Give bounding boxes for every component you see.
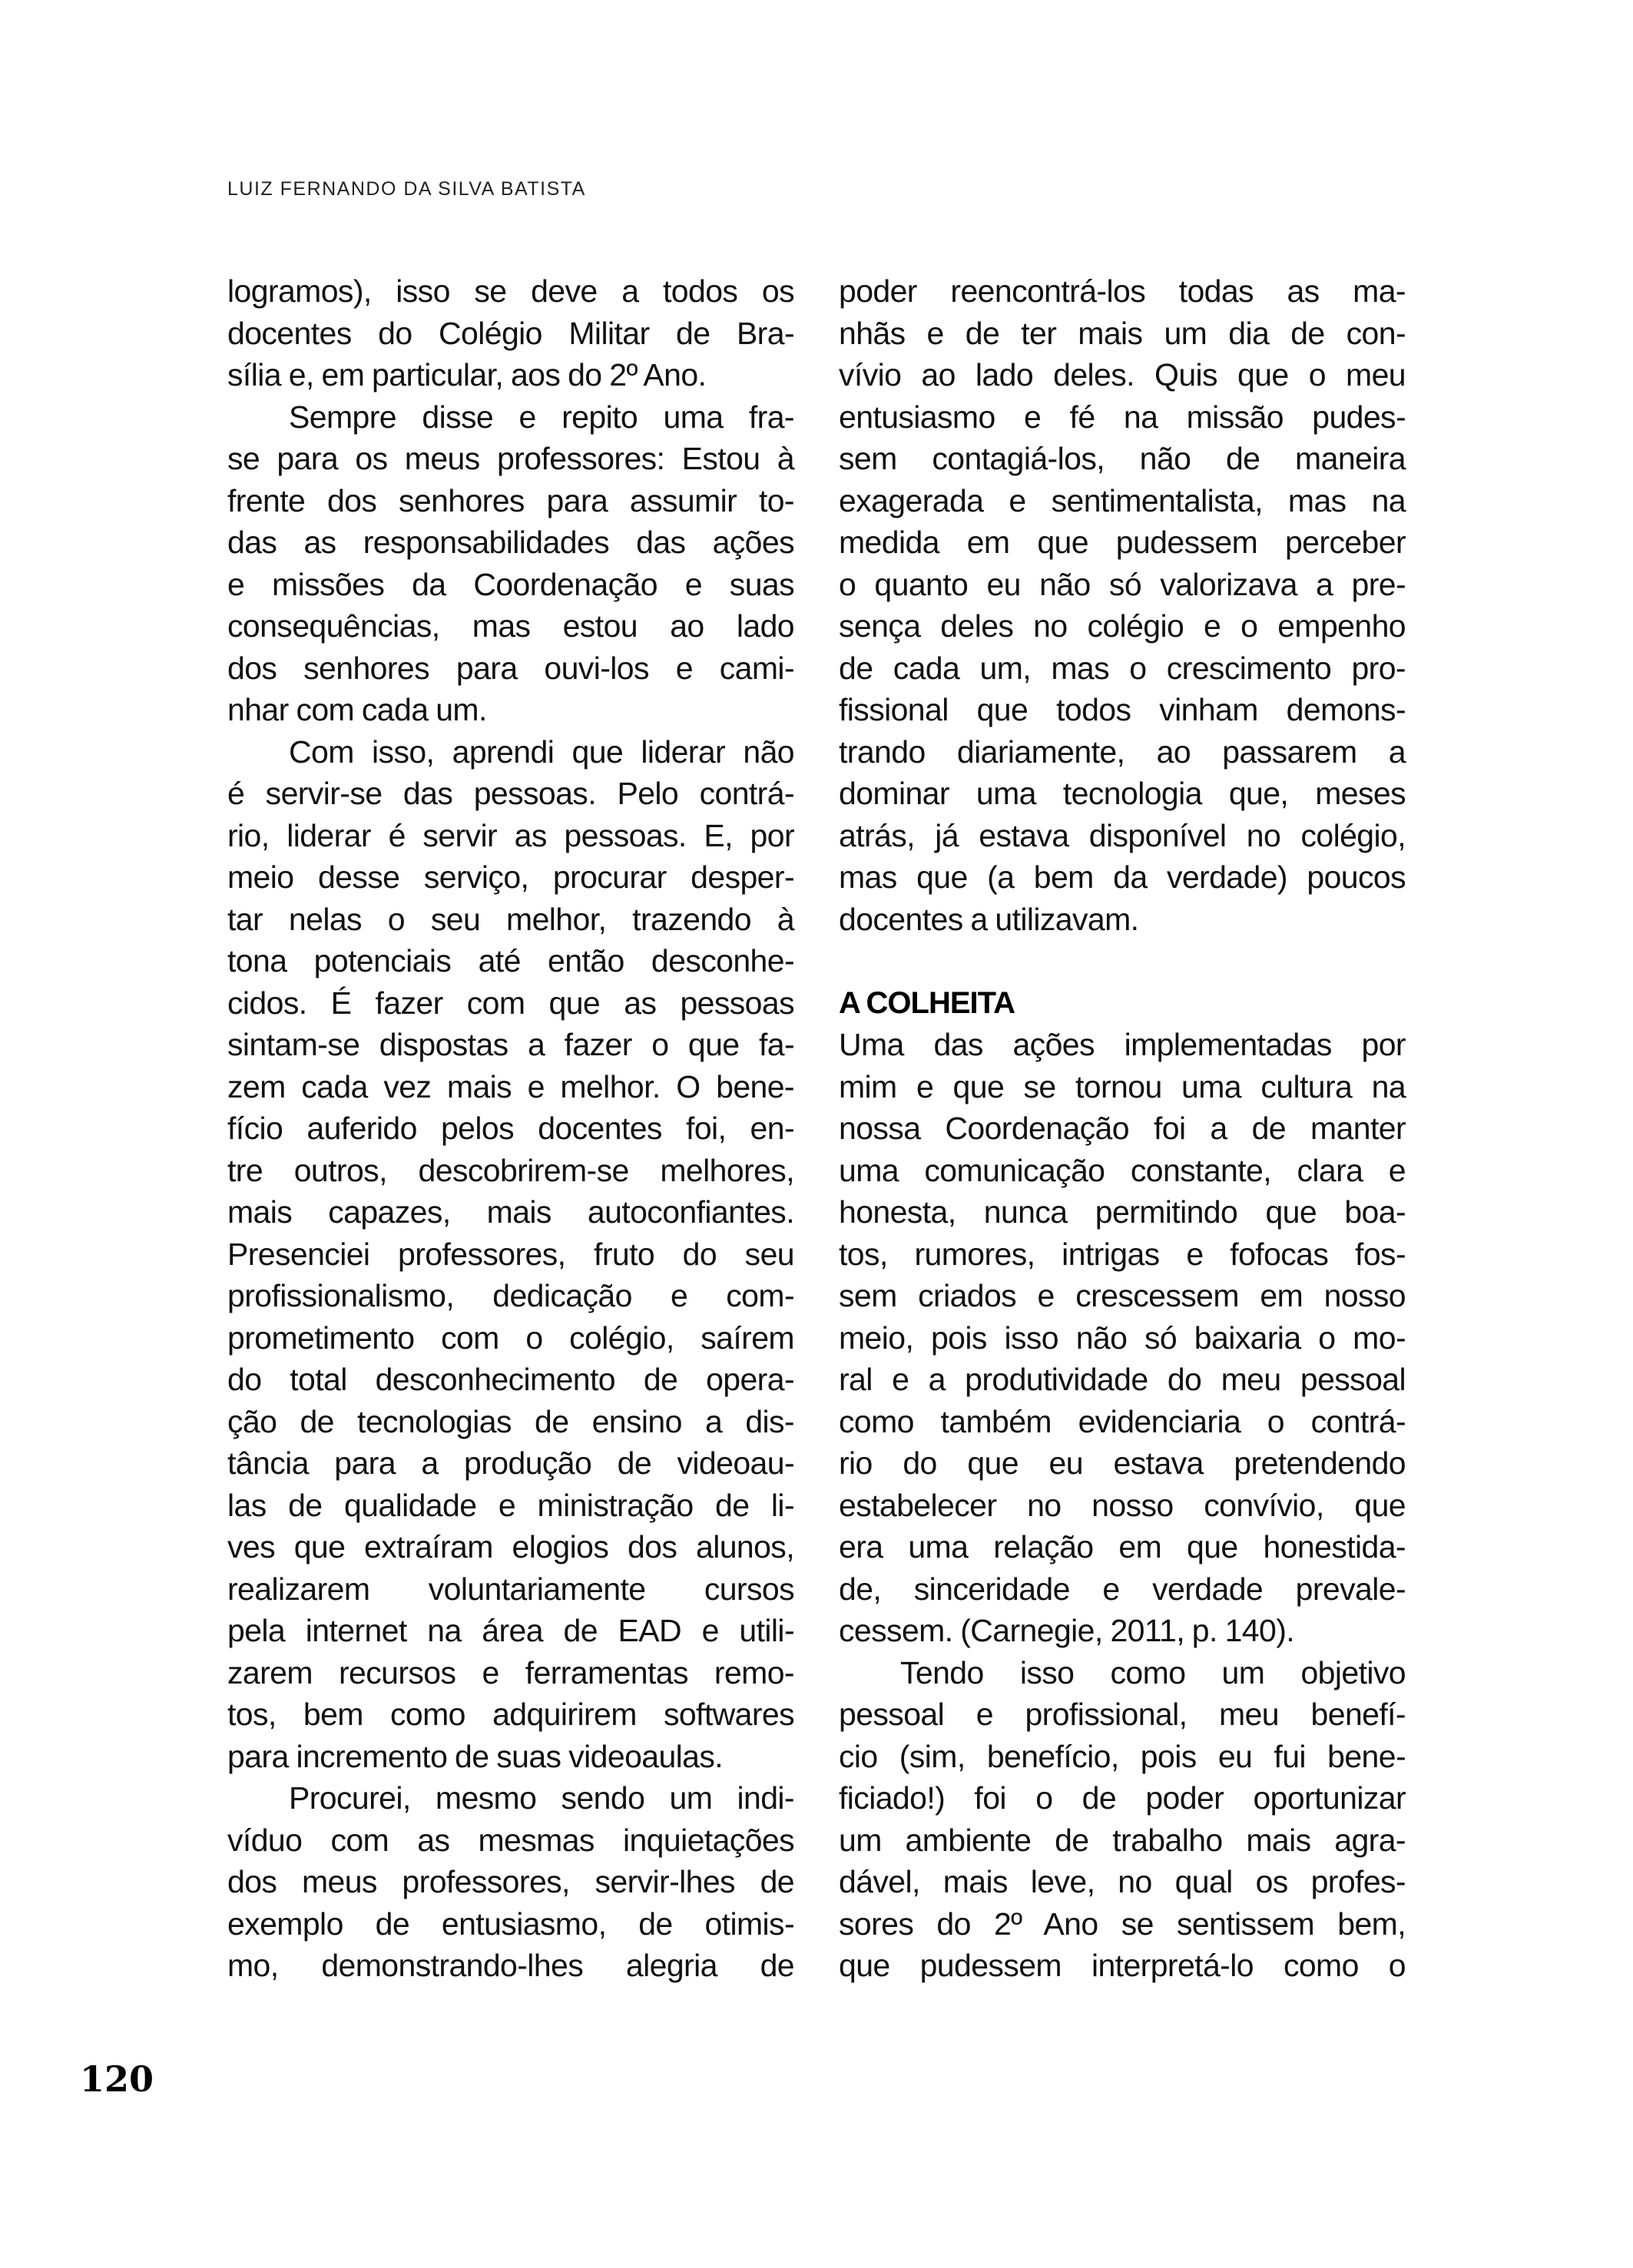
text-line: tona potenciais até então desconhe- [227,943,794,978]
text-line: ção de tecnologias de ensino a dis- [227,1403,794,1439]
text-line: fício auferido pelos docentes foi, en- [227,1111,794,1146]
paragraph-start-line: Tendo isso como um objetivo [900,1654,1406,1690]
text-line: cidos. É fazer com que as pessoas [227,985,794,1021]
text-line: atrás, já estava disponível no colégio, [839,817,1406,853]
text-line: tos, rumores, intrigas e fofocas fos- [839,1236,1406,1272]
right-text-column [839,270,1406,1987]
text-line: uma comunicação constante, clara e [839,1152,1406,1188]
citation-line: cessem. (Carnegie, 2011, p. 140). [839,1613,1295,1648]
text-line: do total desconhecimento de opera- [227,1362,794,1397]
paragraph-start-line: Com isso, aprendi que liderar não [289,733,794,770]
text-line: meio, pois isso não só baixaria o mo- [839,1319,1406,1356]
paragraph-start-line: Procurei, mesmo sendo um indi- [289,1780,794,1816]
running-header-author: LUIZ FERNANDO DA SILVA BATISTA [227,178,586,200]
text-line: é servir-se das pessoas. Pelo contrá- [227,776,794,811]
text-line: nhãs e de ter mais um dia de con- [839,315,1406,351]
text-line: Uma das ações implementadas por [839,1027,1406,1062]
text-line: nhar com cada um. [227,692,487,727]
text-line: dos meus professores, servir-lhes de [227,1864,794,1899]
text-line: sem criados e crescessem em nosso [839,1278,1406,1313]
text-line: sem contagiá-los, não de maneira [839,441,1406,476]
text-line: víduo com as mesmas inquietações [227,1822,794,1858]
text-line: logramos), isso se deve a todos os [227,273,794,309]
text-line: exemplo de entusiasmo, de otimis- [227,1905,794,1942]
text-line: consequências, mas estou ao lado [227,608,794,644]
text-line: para incremento de suas videoaulas. [227,1738,724,1774]
text-line: sília e, em particular, aos do 2º Ano. [227,357,707,392]
text-line: mas que (a bem da verdade) poucos [839,859,1406,895]
text-line: fissional que todos vinham demons- [839,692,1406,727]
text-line: e missões da Coordenação e suas [227,566,794,602]
text-line: vívio ao lado deles. Quis que o meu [839,357,1406,392]
text-line: um ambiente de trabalho mais agra- [839,1822,1406,1858]
text-line: dominar uma tecnologia que, meses [839,776,1406,811]
text-line: mo, demonstrando-lhes alegria de [227,1948,794,1983]
text-line: como também evidenciaria o contrá- [839,1403,1406,1439]
text-line: poder reencontrá-los todas as ma- [839,273,1406,309]
text-line: dável, mais leve, no qual os profes- [839,1864,1406,1899]
text-line: Presenciei professores, fruto do seu [227,1236,794,1272]
text-line: o quanto eu não só valorizava a pre- [839,566,1406,602]
text-line: sença deles no colégio e o empenho [839,608,1406,644]
text-line: tar nelas o seu melhor, trazendo à [227,901,794,937]
text-line: rio do que eu estava pretendendo [839,1445,1406,1481]
text-line: cio (sim, benefício, pois eu fui bene- [839,1738,1406,1774]
text-line: zem cada vez mais e melhor. O bene- [227,1068,794,1104]
text-line: ficiado!) foi o de poder oportunizar [839,1780,1406,1816]
text-line: das as responsabilidades das ações [227,525,794,560]
text-line: pessoal e profissional, meu benefí- [839,1697,1406,1732]
text-line: tância para a produção de videoau- [227,1445,794,1481]
text-line: las de qualidade e ministração de li- [227,1487,794,1523]
text-line: ves que extraíram elogios dos alunos, [227,1529,794,1564]
text-line: profissionalismo, dedicação e com- [227,1278,794,1313]
text-line: realizarem voluntariamente cursos [227,1571,794,1607]
text-line: dos senhores para ouvi-los e cami- [227,650,794,686]
text-line: pela internet na área de EAD e utili- [227,1613,794,1648]
text-line: medida em que pudessem perceber [839,525,1406,560]
text-line: que pudessem interpretá-lo como o [839,1948,1406,1983]
text-line: se para os meus professores: Estou à [227,441,794,476]
text-line: entusiasmo e fé na missão pudes- [839,399,1406,435]
text-line: mais capazes, mais autoconfiantes. [227,1194,794,1230]
text-line: ral e a produtividade do meu pessoal [839,1362,1406,1397]
text-line: rio, liderar é servir as pessoas. E, por [227,817,794,853]
text-line: exagerada e sentimentalista, mas na [839,482,1406,518]
text-line: mim e que se tornou uma cultura na [839,1068,1406,1104]
text-line: zarem recursos e ferramentas remo- [227,1654,794,1690]
paragraph-start-line: Sempre disse e repito uma fra- [289,399,794,435]
text-line: de cada um, mas o crescimento pro- [839,650,1406,686]
text-line: docentes do Colégio Militar de Bra- [227,315,794,351]
left-text-column [227,270,794,1987]
text-line: tre outros, descobrirem-se melhores, [227,1152,794,1188]
text-line: era uma relação em que honestida- [839,1529,1406,1564]
text-line: estabelecer no nosso convívio, que [839,1487,1406,1523]
text-line: honesta, nunca permitindo que boa- [839,1194,1406,1230]
text-line: frente dos senhores para assumir to- [227,482,794,518]
text-line: tos, bem como adquirirem softwares [227,1697,794,1732]
text-line: prometimento com o colégio, saírem [227,1319,794,1356]
page-number: 120 [80,2058,154,2100]
text-line: sores do 2º Ano se sentissem bem, [839,1905,1406,1942]
text-line: sintam-se dispostas a fazer o que fa- [227,1027,794,1062]
text-line: de, sinceridade e verdade prevale- [839,1571,1406,1607]
section-heading: A COLHEITA [839,985,1015,1020]
text-line: meio desse serviço, procurar desper- [227,859,794,895]
text-line: trando diariamente, ao passarem a [839,733,1406,770]
text-line: nossa Coordenação foi a de manter [839,1111,1406,1146]
text-line: docentes a utilizavam. [839,901,1139,937]
